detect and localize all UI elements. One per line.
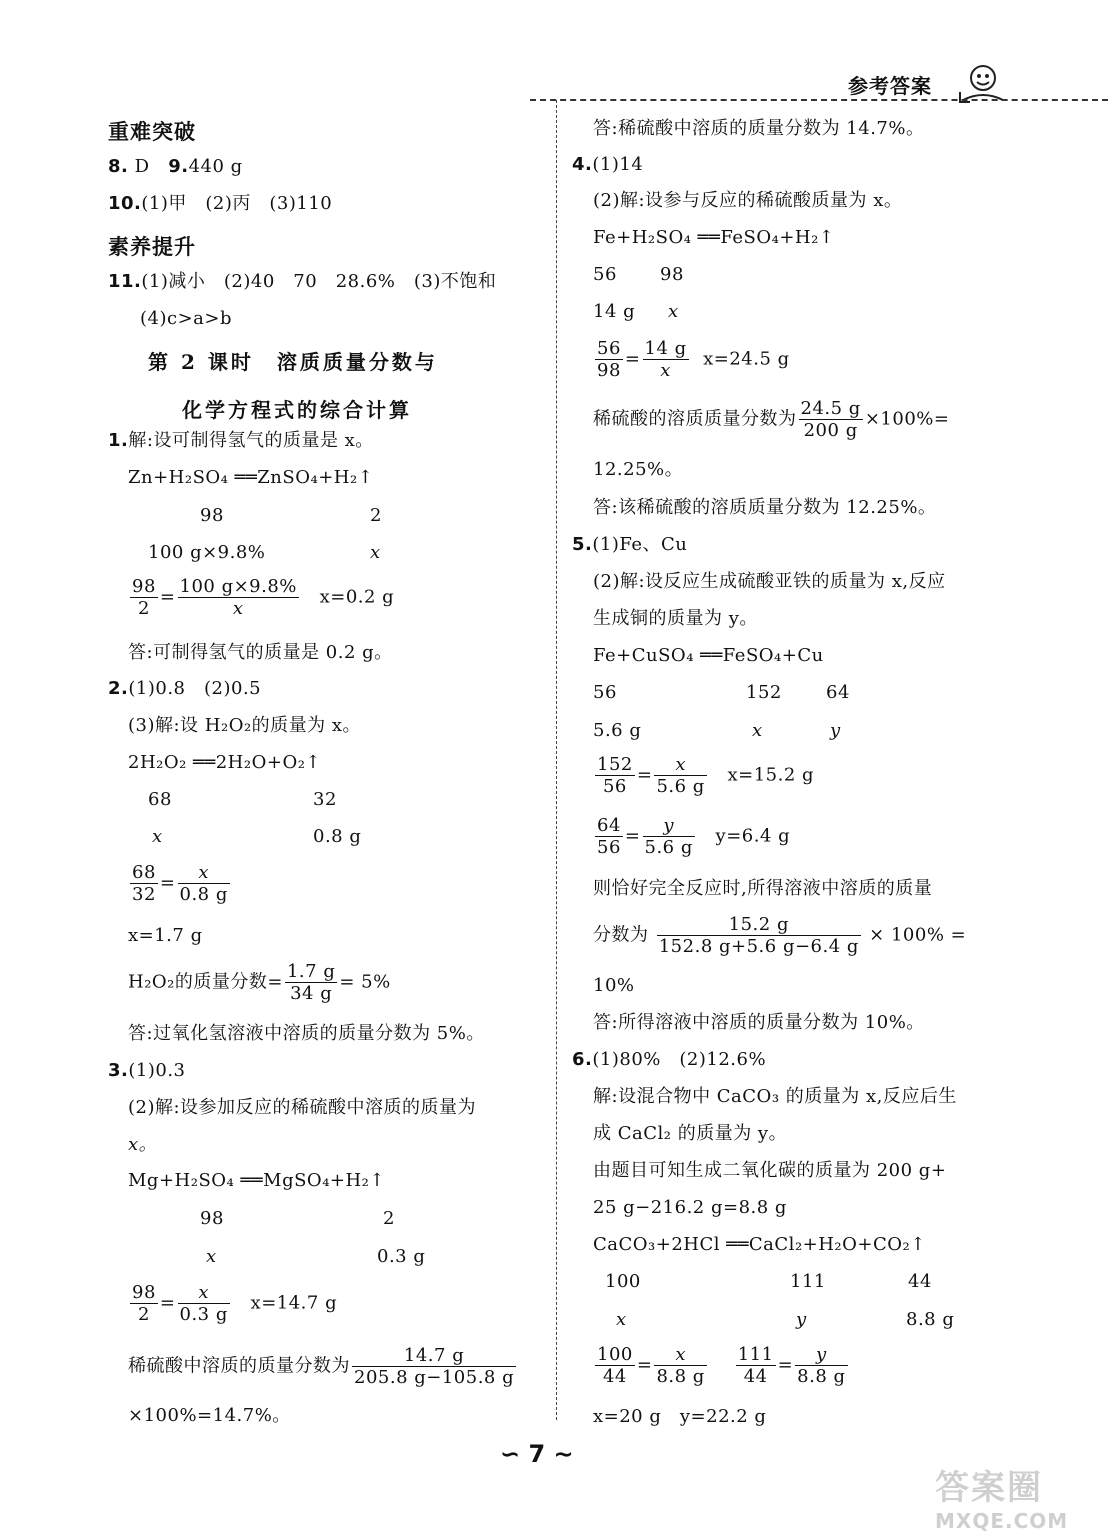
value: 56 xyxy=(593,682,617,703)
section-heading: 重难突破 xyxy=(108,120,196,144)
value: x xyxy=(668,301,679,322)
question-line: 解:设混合物中 CaCO₃ 的质量为 x,反应后生 xyxy=(593,1086,957,1107)
header-title: 参考答案 xyxy=(848,74,932,98)
value: y xyxy=(830,720,841,741)
answer-line: 答:该稀硫酸的溶质质量分数为 12.25%。 xyxy=(593,497,937,518)
value: 64 xyxy=(826,682,850,703)
fraction-line: H₂O₂的质量分数= $\frac{1.7 g}{34 g}$ = 5% xyxy=(128,961,391,1004)
header-rule xyxy=(530,99,1108,101)
fraction-line: 稀硫酸的溶质质量分数为 $\frac{24.5 g}{200 g}$ ×100%= xyxy=(593,398,950,441)
question-line: (2)解:设参加反应的稀硫酸中溶质的质量为 xyxy=(128,1097,477,1118)
value: 8.8 g xyxy=(906,1309,955,1330)
equation: Mg+H₂SO₄ ══MgSO₄+H₂↑ xyxy=(128,1170,385,1191)
result-line: 12.25%。 xyxy=(593,459,684,480)
fraction-line: $\frac{64}{56}$ = $\frac{y}{5.6 g}$ y=6.4 g xyxy=(597,815,791,858)
value: 56 xyxy=(593,264,617,285)
value: 152 xyxy=(746,682,782,703)
lesson-title: 第 2 课时 溶质质量分数与 xyxy=(148,350,438,374)
question-line: 生成铜的质量为 y。 xyxy=(593,608,758,629)
value: 100 g×9.8% xyxy=(148,542,266,563)
result-line: x=20 g y=22.2 g xyxy=(593,1406,767,1427)
section-heading: 素养提升 xyxy=(108,235,196,259)
answer-line: 答:过氧化氢溶液中溶质的质量分数为 5%。 xyxy=(128,1023,485,1044)
value: 111 xyxy=(790,1271,826,1292)
column-divider xyxy=(556,100,557,1420)
watermark-logo xyxy=(935,1460,1095,1533)
equation: 2H₂O₂ ══2H₂O+O₂↑ xyxy=(128,752,321,773)
result-line: 10% xyxy=(593,975,635,996)
value: 98 xyxy=(660,264,684,285)
question-line: 4.(1)14 xyxy=(572,154,644,175)
result-line: ×100%=14.7%。 xyxy=(128,1405,291,1426)
question-line: 2.(1)0.8 (2)0.5 xyxy=(108,678,262,699)
question-line: (2)解:设参与反应的稀硫酸质量为 x。 xyxy=(593,190,903,211)
answer-line: 11.(1)减小 (2)40 70 28.6% (3)不饱和 xyxy=(108,271,497,292)
watermark-bottom: MXQE.COM xyxy=(935,1509,1069,1533)
result-line: x=1.7 g xyxy=(128,925,203,946)
page-number-value: 7 xyxy=(528,1440,546,1468)
fraction-line: 分数为 $\frac{15.2 g}{152.8 g+5.6 g-6.4 g}$ × 100% = xyxy=(593,914,967,957)
question-line: 则恰好完全反应时,所得溶液中溶质的质量 xyxy=(593,878,933,899)
fraction-line: $\frac{98}{2}$ = $\frac{x}{0.3 g}$ x=14.7 g xyxy=(132,1282,338,1325)
equation: CaCO₃+2HCl ══CaCl₂+H₂O+CO₂↑ xyxy=(593,1234,926,1255)
value: x xyxy=(206,1246,217,1267)
answer-line: 答:可制得氢气的质量是 0.2 g。 xyxy=(128,642,393,663)
value: 5.6 g xyxy=(593,720,642,741)
question-line: (2)解:设反应生成硫酸亚铁的质量为 x,反应 xyxy=(593,571,946,592)
value: x xyxy=(616,1309,627,1330)
value: 98 xyxy=(200,505,224,526)
question-line: 25 g−216.2 g=8.8 g xyxy=(593,1197,787,1218)
watermark-top: 答案圈 xyxy=(935,1468,1043,1508)
question-line: (3)解:设 H₂O₂的质量为 x。 xyxy=(128,715,362,736)
value: 68 xyxy=(148,789,172,810)
value: x xyxy=(370,542,381,563)
value: y xyxy=(796,1309,807,1330)
answer-line: 8. D 9.440 g xyxy=(108,156,243,177)
value: 0.3 g xyxy=(377,1246,426,1267)
page-deco-right: ∼ xyxy=(553,1440,574,1468)
question-line: 成 CaCl₂ 的质量为 y。 xyxy=(593,1123,788,1144)
equation: Zn+H₂SO₄ ══ZnSO₄+H₂↑ xyxy=(128,467,374,488)
page-number xyxy=(500,1440,574,1468)
question-line: x。 xyxy=(128,1134,158,1155)
lesson-title: 化学方程式的综合计算 xyxy=(182,398,412,422)
question-line: 1.解:设可制得氢气的质量是 x。 xyxy=(108,430,374,451)
mascot-icon xyxy=(958,62,1008,104)
value: x xyxy=(752,720,763,741)
fraction-line: $\frac{68}{32}$ = $\frac{x}{0.8 g}$ xyxy=(132,862,228,905)
answer-line: 10.(1)甲 (2)丙 (3)110 xyxy=(108,193,333,214)
question-line: 6.(1)80% (2)12.6% xyxy=(572,1049,767,1070)
equation: Fe+CuSO₄ ══FeSO₄+Cu xyxy=(593,645,824,666)
question-line: 5.(1)Fe、Cu xyxy=(572,534,688,555)
value: 44 xyxy=(908,1271,932,1292)
question-line: 3.(1)0.3 xyxy=(108,1060,186,1081)
page-deco-left: ∽ xyxy=(500,1440,521,1468)
equation: Fe+H₂SO₄ ══FeSO₄+H₂↑ xyxy=(593,227,835,248)
question-line: 由题目可知生成二氧化碳的质量为 200 g+ xyxy=(593,1160,947,1181)
answer-line: (4)c>a>b xyxy=(140,308,232,329)
value: 100 xyxy=(605,1271,641,1292)
value: 32 xyxy=(313,789,337,810)
value: 98 xyxy=(200,1208,224,1229)
answer-line: 答:所得溶液中溶质的质量分数为 10%。 xyxy=(593,1012,925,1033)
value: 2 xyxy=(383,1208,395,1229)
value: 2 xyxy=(370,505,382,526)
fraction-line: $\frac{152}{56}$ = $\frac{x}{5.6 g}$ x=15.2 g xyxy=(597,754,815,797)
fraction-line: $\frac{56}{98}$ = $\frac{14 g}{x}$ x=24.5 g xyxy=(597,338,790,381)
fraction-line: 稀硫酸中溶质的质量分数为 $\frac{14.7 g}{205.8 g-105.8 g}$ xyxy=(128,1345,515,1388)
answer-line: 答:稀硫酸中溶质的质量分数为 14.7%。 xyxy=(593,118,925,139)
fraction-line: $\frac{98}{2}$ = $\frac{100 g\times 9.8\%}{x}$ x=0.2 g xyxy=(132,576,395,619)
value: 0.8 g xyxy=(313,826,362,847)
fraction-line: $\frac{100}{44}$ = $\frac{x}{8.8 g}$ $\frac{111}{44}$ = $\frac{y}{8.8 g}$ xyxy=(597,1344,846,1387)
value: x xyxy=(152,826,163,847)
value: 14 g xyxy=(593,301,636,322)
